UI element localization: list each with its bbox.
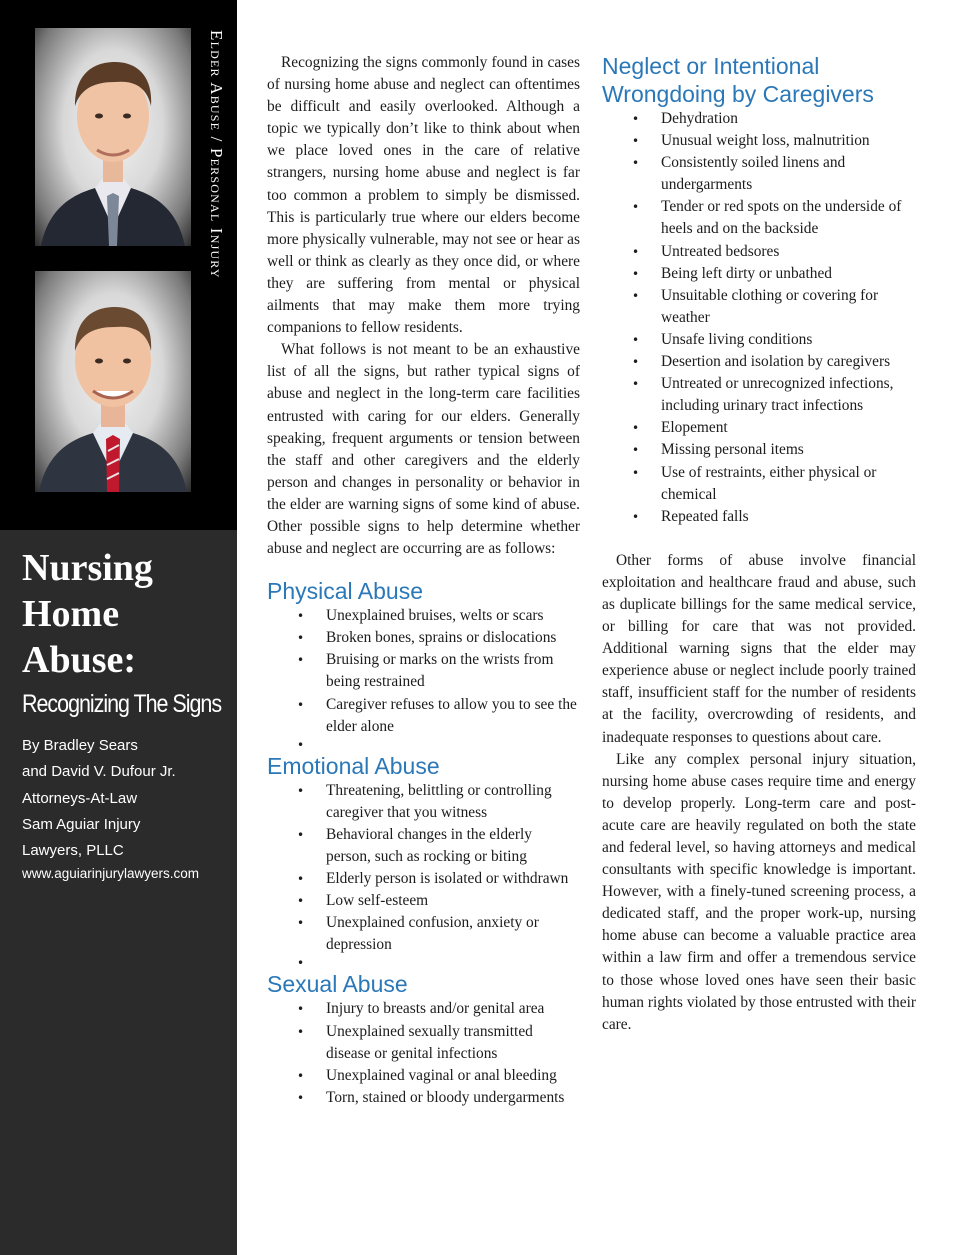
list-item: • Untreated or unrecognized infections, including urinary tract infections	[602, 373, 916, 417]
intro-paragraph: What follows is not meant to be an exhaustive list of all the signs, but rather typical signs of abuse and neglect in the long-term care facilities entrusted with caring for our elders. Generally speaking, frequent arguments or tension between the staff and other caregivers and the elderly person and changes in personality or behavior in the elder are warning signs of some kind of abuse. Other possible signs to help determine whether abuse and neglect are occurring are as follows:	[267, 341, 580, 558]
closing-paragraph: Like any complex personal injury situation, nursing home abuse cases require time and energy to develop properly. Long-term care and post-acute care are heavily regulated on both the state and federal level, so having attorneys and medical consultants with specific knowledge is important. However, with a finely-tuned screening process, a dedicated staff, and the proper work-up, nursing home abuse can become a valuable practice area within a law firm and offer a tremendous service to those whose loved ones have seen their basic human rights violated by those entrusted with their care.	[602, 750, 916, 1033]
author-byline	[22, 733, 176, 864]
article-column-left	[267, 52, 580, 1109]
list-item: • Caregiver refuses to allow you to see the elder alone	[267, 694, 580, 738]
intro-paragraph: Recognizing the signs commonly found in cases of nursing home abuse and neglect can oftentimes be difficult and easily overlooked. Although a topic we typically don’t like to think about when we place loved ones in the care of relative strangers, nursing home abuse and neglect is far too common a problem to simply be dismissed. This is particularly true where our elders become more physically vulnerable, may not see or hear as well or think as clearly as they once did, or where they are suffering from mental or physical ailments that may make them more trying companions to fellow residents.	[267, 54, 580, 337]
list-item: • Unsuitable clothing or covering for weather	[602, 285, 916, 329]
list-item: • Broken bones, sprains or dislocations	[267, 627, 580, 649]
empty-bullet	[267, 738, 580, 752]
list-item: • Behavioral changes in the elderly person, such as rocking or biting	[267, 824, 580, 868]
byline-line: and David V. Dufour Jr.	[22, 763, 176, 781]
neglect-list	[602, 108, 916, 528]
closing-paragraph: Other forms of abuse involve financial exploitation and healthcare fraud and abuse, such as duplicate billings for the same medical service, or billing for care that was not provided. Additional warning signs that the elder may experience abuse or neglect include poorly trained staff, insufficient staff for the number of residents at the facility, overcrowding of residents, and inadequate responses to questions about care.	[602, 551, 916, 746]
section-title-vertical: Elder Abuse / Personal Injury	[207, 30, 226, 279]
list-item: • Threatening, belittling or controlling caregiver that you witness	[267, 780, 580, 824]
list-item: • Tender or red spots on the underside of heels and on the backside	[602, 196, 916, 240]
article-subtitle: Recognizing The Signs	[22, 690, 222, 718]
list-item: • Elopement	[602, 417, 916, 439]
list-item: • Injury to breasts and/or genital area	[267, 998, 580, 1020]
heading-sexual-abuse: Sexual Abuse	[267, 971, 408, 998]
author-portrait-2	[35, 271, 191, 492]
list-item: • Untreated bedsores	[602, 241, 916, 263]
list-item: • Dehydration	[602, 108, 916, 130]
byline-line: Attorneys-At-Law	[22, 789, 138, 807]
list-item: • Missing personal items	[602, 439, 916, 461]
list-item: • Unexplained bruises, welts or scars	[267, 605, 580, 627]
sexual-abuse-list	[267, 998, 580, 1108]
list-item: • Low self-esteem	[267, 890, 580, 912]
list-item: • Use of restraints, either physical or chemical	[602, 462, 916, 506]
website-link[interactable]: www.aguiarinjurylawyers.com	[22, 866, 200, 881]
heading-emotional-abuse: Emotional Abuse	[267, 752, 440, 779]
author-portrait-1	[35, 28, 191, 246]
list-item: • Repeated falls	[602, 506, 916, 528]
article-title-line-1: Nursing	[22, 547, 153, 589]
heading-physical-abuse: Physical Abuse	[267, 578, 423, 605]
empty-bullet	[267, 956, 580, 970]
heading-neglect: Neglect or Intentional Wrongdoing by Caregivers	[602, 53, 874, 107]
list-item: • Unsafe living conditions	[602, 329, 916, 351]
physical-abuse-list	[267, 605, 580, 738]
byline-line: Lawyers, PLLC	[22, 842, 124, 860]
list-item: • Bruising or marks on the wrists from being restrained	[267, 649, 580, 693]
list-item: • Elderly person is isolated or withdrawn	[267, 868, 580, 890]
byline-line: By Bradley Sears	[22, 737, 138, 754]
list-item: • Unexplained confusion, anxiety or depression	[267, 912, 580, 956]
list-item: • Desertion and isolation by caregivers	[602, 351, 916, 373]
emotional-abuse-list	[267, 780, 580, 957]
list-item: • Consistently soiled linens and undergarments	[602, 152, 916, 196]
list-item: • Unusual weight loss, malnutrition	[602, 130, 916, 152]
list-item: • Unexplained vaginal or anal bleeding	[267, 1065, 580, 1087]
list-item: • Being left dirty or unbathed	[602, 263, 916, 285]
article-title	[22, 545, 222, 683]
article-title-line-3: Abuse:	[22, 639, 137, 681]
list-item: • Torn, stained or bloody undergarments	[267, 1087, 580, 1109]
list-item: • Unexplained sexually transmitted disease or genital infections	[267, 1021, 580, 1065]
author-photo-bradley-sears	[35, 28, 191, 246]
author-photo-david-dufour	[35, 271, 191, 492]
article-column-right	[602, 52, 916, 1036]
byline-line: Sam Aguiar Injury	[22, 815, 141, 833]
article-title-line-2: Home	[22, 593, 120, 635]
